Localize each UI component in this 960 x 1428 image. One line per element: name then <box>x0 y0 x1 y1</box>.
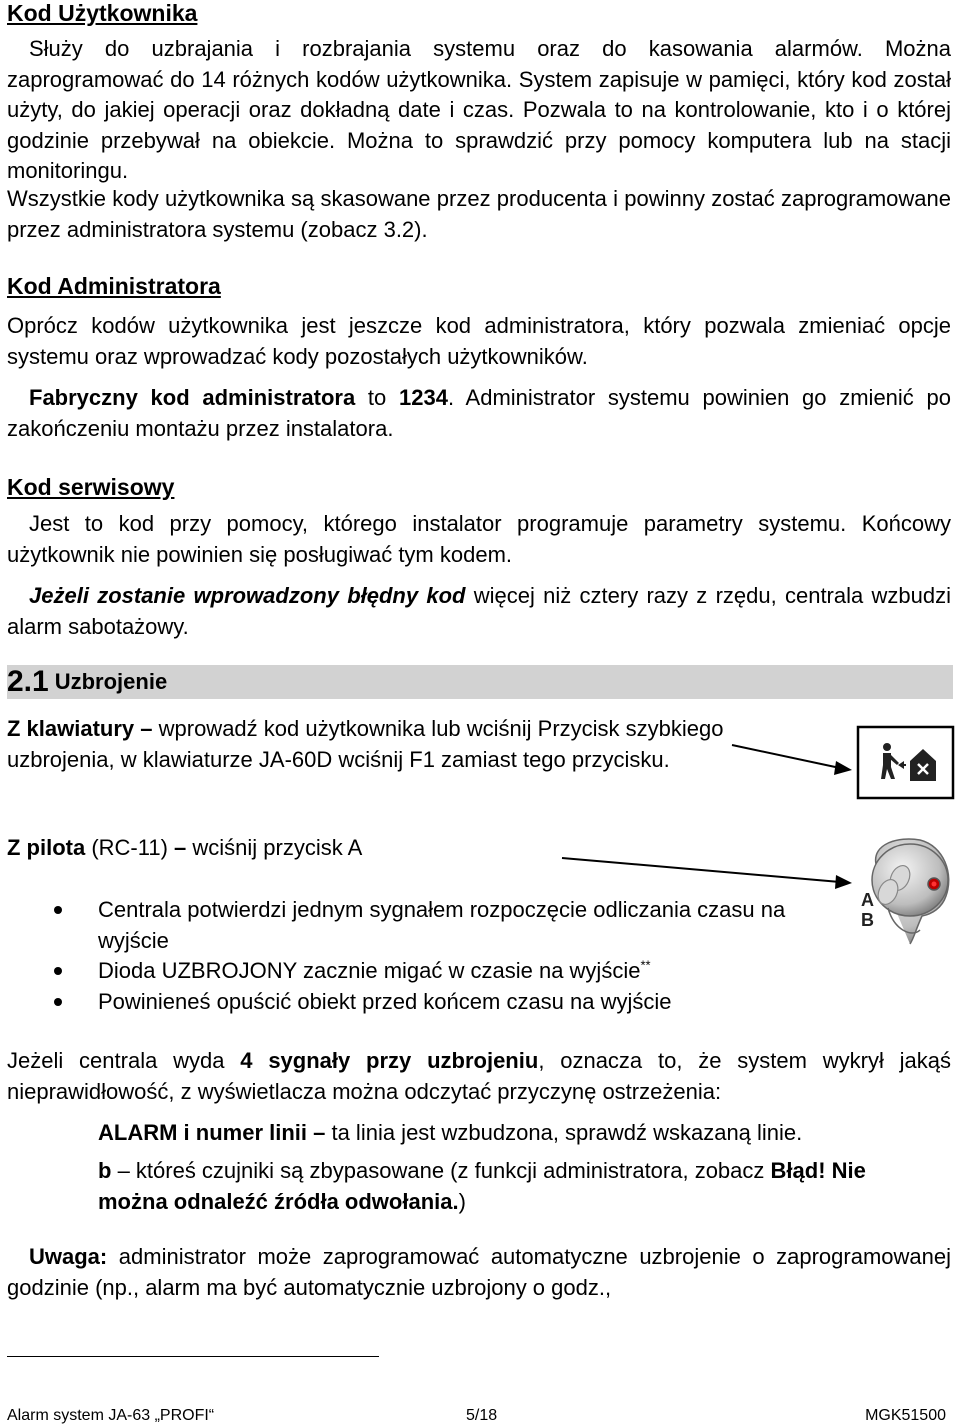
text-fragment: – któreś czujniki są zbypasowane (z funkcji administratora, zobacz <box>111 1158 771 1183</box>
text-fragment: ta linia jest wzbudzona, sprawdź wskazaną linie. <box>325 1120 803 1145</box>
paragraph-user-code-2: Wszystkie kody użytkownika są skasowane przez producenta i powinny zostać zaprogramowane przez administratora systemu (zobacz 3.2). <box>7 186 951 242</box>
footer-page-number: 5/18 <box>466 1407 498 1424</box>
cause-bypass-label: b <box>98 1158 112 1183</box>
paragraph-service-code-1: Jest to kod przy pomocy, którego instalator programuje parametry systemu. Końcowy użytkownik nie powinien się posługiwać tym kodem. <box>7 511 951 567</box>
warning-beeps: 4 sygnały przy uzbrojeniu <box>240 1048 539 1073</box>
remote-label: Z pilota <box>7 835 86 860</box>
footnote-marker: ** <box>640 957 651 973</box>
bullet-text: Dioda UZBROJONY zacznie migać w czasie na wyjście <box>98 958 641 983</box>
factory-code-label: Fabryczny kod administratora <box>29 385 356 410</box>
text-fragment: to <box>355 385 399 410</box>
heading-kod-uzytkownika: Kod Użytkownika <box>7 0 198 26</box>
cause-alarm-label: ALARM i numer linii – <box>98 1120 326 1145</box>
paragraph-admin-code-2 <box>7 383 951 444</box>
section-header <box>7 665 953 699</box>
arming-bullet-list <box>50 895 790 1017</box>
wrong-code-warning: Jeżeli zostanie wprowadzony błędny kod <box>29 583 466 608</box>
factory-code-value: 1234 <box>398 385 448 410</box>
list-item <box>50 956 790 987</box>
keypad-label: Z klawiatury <box>7 716 135 741</box>
reference-error: Błąd! Nie można odnaleźć źródła odwołania. <box>98 1158 866 1214</box>
paragraph-service-code-2 <box>7 581 951 642</box>
list-item: Powinieneś opuścić obiekt przed końcem czasu na wyjście <box>50 987 790 1018</box>
paragraph-admin-code-1: Oprócz kodów użytkownika jest jeszcze kod administratora, który pozwala zmieniać opcje systemu oraz wprowadzać kody pozostałych użytkowników. <box>7 313 951 369</box>
text-fragment: (RC-11) <box>85 835 175 860</box>
text-fragment: ) <box>458 1188 466 1214</box>
section-number: 2.1 <box>7 665 49 698</box>
arm-away-icon <box>856 725 956 801</box>
heading-kod-serwisowy: Kod serwisowy <box>7 474 175 500</box>
text-fragment: wprowadź kod użytkownika lub wciśnij Przycisk szybkiego uzbrojenia, w klawiaturze JA-60D wciśnij F1 zamiast tego przycisku. <box>7 716 724 772</box>
heading-kod-administratora: Kod Administratora <box>7 273 221 299</box>
text-fragment: więcej niż cztery razy z rzędu, centrala wzbudzi alarm sabotażowy. <box>7 583 951 639</box>
note-label: Uwaga: <box>29 1244 108 1269</box>
dash: – <box>174 835 187 860</box>
dash: – <box>134 716 159 741</box>
text-fragment: wciśnij przycisk A <box>186 835 363 860</box>
cause-alarm <box>98 1118 948 1149</box>
text-fragment: Jeżeli centrala wyda <box>7 1048 241 1073</box>
remote-label-b: B <box>861 910 874 930</box>
footer-left: Alarm system JA-63 „PROFI“ <box>7 1407 215 1424</box>
cause-bypass <box>98 1156 898 1217</box>
paragraph-warning <box>7 1046 951 1107</box>
text-fragment: , oznacza to, że system wykrył jakąś nieprawidłowość, z wyświetlacza można odczytać przyczynę ostrzeżenia: <box>7 1048 952 1104</box>
list-item: Centrala potwierdzi jednym sygnałem rozpoczęcie odliczania czasu na wyjście <box>50 895 790 956</box>
text-fragment: . Administrator systemu powinien go zmienić po zakończeniu montażu przez instalatora. <box>7 385 951 441</box>
footnote-divider <box>7 1356 379 1357</box>
paragraph-user-code-1: Służy do uzbrajania i rozbrajania systemu oraz do kasowania alarmów. Można zaprogramować do 14 różnych kodów użytkownika. System zapisuje w pamięci, który kod został użyty, do jakiej operacji oraz dokładną date i czas. Pozwala to na kontrolowanie, kto i o której godzinie przebywał na obiekcie. Można to sprawdzić przy pomocy komputera lub na stacji monitoringu. <box>7 36 951 183</box>
remote-button-labels <box>861 890 874 930</box>
text-fragment: administrator może zaprogramować automatyczne uzbrojenie o zaprogramowanej godzinie (np., alarm ma być automatycznie uzbrojony o godz., <box>7 1244 951 1300</box>
paragraph-note <box>7 1242 951 1303</box>
footer-right: MGK51500 <box>865 1407 946 1424</box>
section-title: Uzbrojenie <box>54 669 168 694</box>
paragraph-keypad <box>7 714 792 775</box>
remote-label-a: A <box>861 890 874 910</box>
paragraph-remote <box>7 833 607 864</box>
